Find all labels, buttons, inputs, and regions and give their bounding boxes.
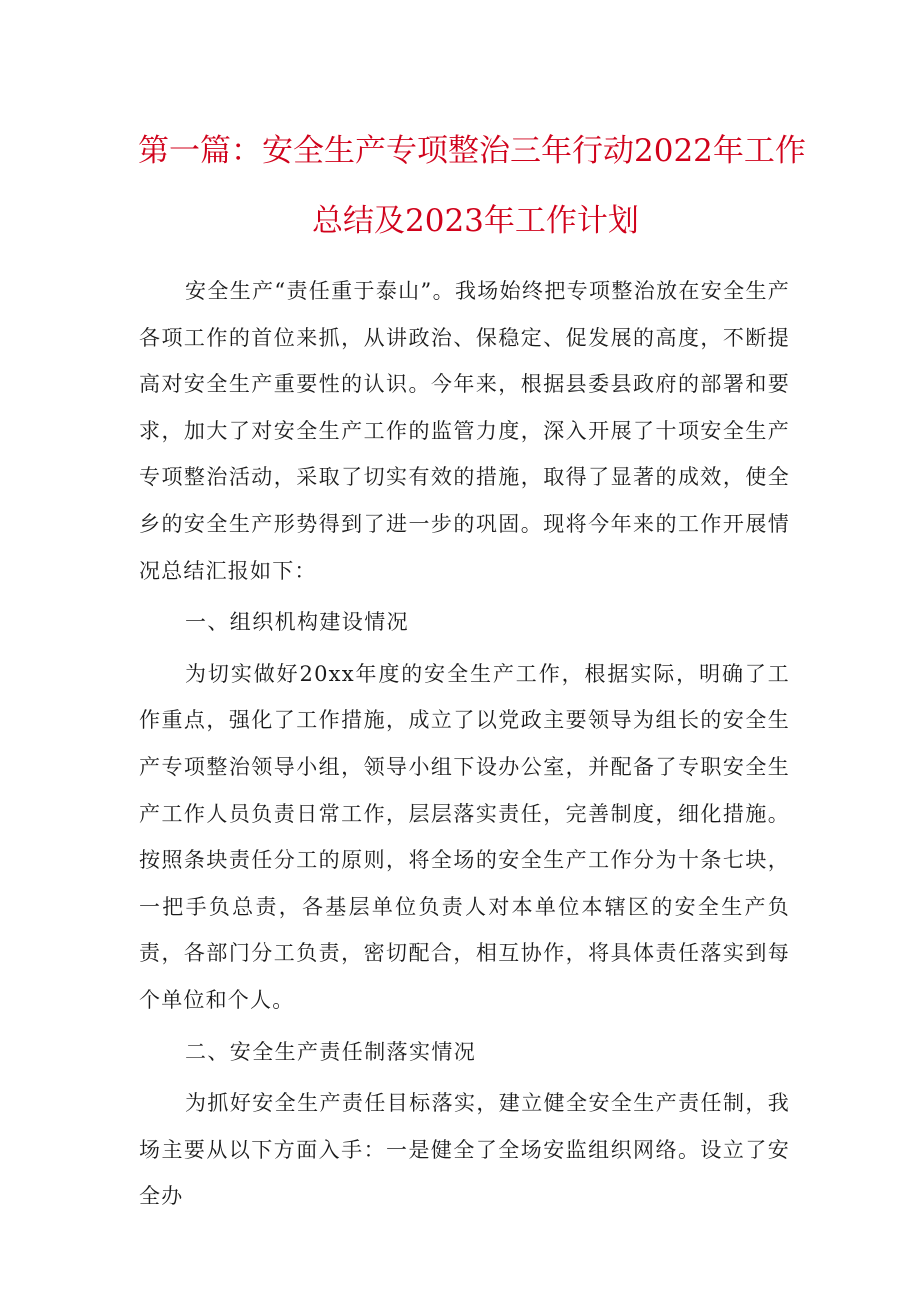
- responsibility-paragraph: 为抓好安全生产责任目标落实，建立健全安全生产责任制，我场主要从以下方面入手：一是健全了全场安监组织网络。设立了安全办: [139, 1091, 790, 1209]
- section-heading-responsibility: 二、安全生产责任制落实情况: [185, 1039, 477, 1064]
- organization-paragraph: 为切实做好20xx年度的安全生产工作，根据实际，明确了工作重点，强化了工作措施，成立了以党政主要领导为组长的安全生产专项整治领导小组，领导小组下设办公室，并配备了专职安全生产工作人员负责日常工作，层层落实责任，完善制度，细化措施。按照条块责任分工的原则，将全场的安全生产工作分为十条七块，一把手负总责，各基层单位负责人对本单位本辖区的安全生产负责，各部门分工负责，密切配合，相互协作，将具体责任落实到每个单位和个人。: [139, 661, 790, 1012]
- intro-paragraph: 安全生产“责任重于泰山”。我场始终把专项整治放在安全生产各项工作的首位来抓，从讲政治、保稳定、促发展的高度，不断提高对安全生产重要性的认识。今年来，根据县委县政府的部署和要求，加大了对安全生产工作的监管力度，深入开展了十项安全生产专项整治活动，采取了切实有效的措施，取得了显著的成效，使全乡的安全生产形势得到了进一步的巩固。现将今年来的工作开展情况总结汇报如下：: [139, 279, 790, 583]
- section-heading-organization: 一、组织机构建设情况: [185, 610, 409, 635]
- document-body: [139, 268, 790, 1220]
- document-title-line-1: 第一篇：安全生产专项整治三年行动2022年工作: [138, 133, 806, 169]
- document-title-line-2: 总结及2023年工作计划: [312, 203, 639, 239]
